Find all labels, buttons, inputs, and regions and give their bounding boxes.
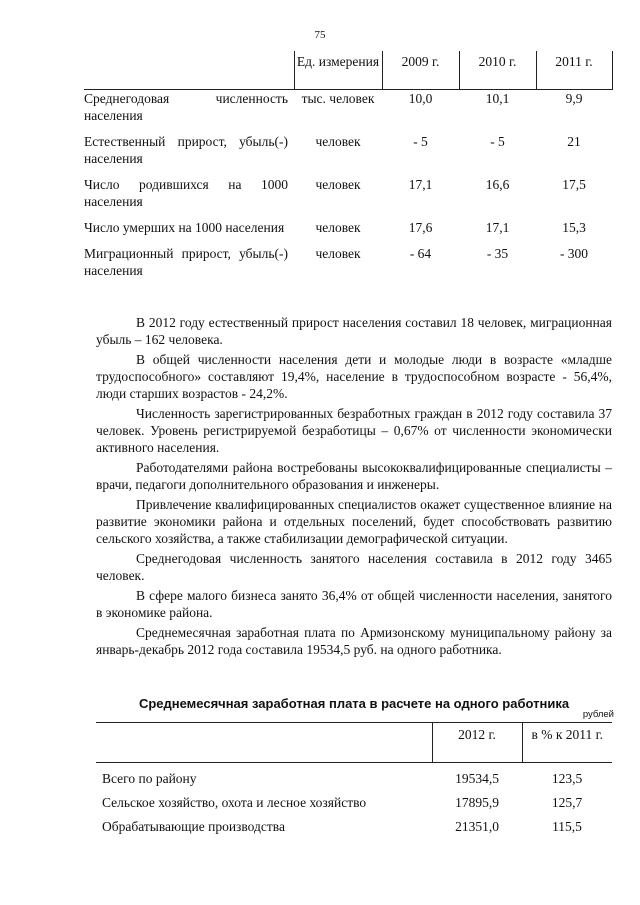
row-label: Миграционный прирост, убыль(-) населения	[84, 246, 288, 278]
table-row	[96, 787, 612, 811]
row-label: Обрабатывающие производства	[102, 819, 285, 834]
header-percent-2011: в % к 2011 г.	[522, 723, 612, 763]
row-label: Число родившихся на 1000 населения	[84, 177, 288, 209]
paragraph: В сфере малого бизнеса занято 36,4% от общей численности населения, занятого в экономике района.	[96, 588, 612, 620]
value-percent: 115,5	[552, 819, 582, 834]
row-unit: человек	[315, 134, 361, 149]
header-2011: 2011 г.	[536, 51, 612, 90]
value-2011: 9,9	[565, 91, 583, 106]
table-row	[84, 219, 612, 245]
table-row	[84, 176, 612, 219]
value-2011: - 300	[559, 246, 589, 261]
paragraph: Работодателями района востребованы высококвалифицированные специалисты – врачи, педагоги дополнительного образования и инженеры.	[96, 460, 612, 492]
salary-table-unit: рублей	[582, 709, 614, 720]
row-unit: человек	[315, 177, 361, 192]
body-text	[96, 314, 612, 661]
header-cell-empty	[84, 51, 294, 90]
value-2010: 17,1	[485, 220, 510, 235]
header-cell-empty	[96, 723, 432, 763]
row-unit: человек	[315, 246, 361, 261]
row-label: Всего по району	[102, 771, 197, 786]
row-unit: тыс. человек	[301, 91, 375, 106]
value-2010: - 5	[490, 134, 505, 149]
value-2010: - 35	[486, 246, 509, 261]
value-2010: 10,1	[485, 91, 510, 106]
paragraph: Численность зарегистрированных безработных граждан в 2012 году составила 37 человек. Уровень регистрируемой безработицы – 0,67% от численности экономически активного населения.	[96, 406, 612, 455]
table-row	[96, 811, 612, 835]
paragraph: Привлечение квалифицированных специалистов окажет существенное влияние на развитие экономики района и отдельных поселений, будет способствовать развитию сельского хозяйства, а также стабилизации демографической ситуации.	[96, 497, 612, 546]
table-row	[84, 245, 612, 288]
table-row	[96, 763, 612, 788]
value-percent: 123,5	[551, 771, 583, 786]
value-2009: 17,1	[408, 177, 433, 192]
row-unit: человек	[315, 220, 361, 235]
table-row	[84, 133, 612, 176]
table-row	[84, 90, 612, 134]
value-2011: 21	[567, 134, 581, 149]
paragraph: Среднегодовая численность занятого населения составила в 2012 году 3465 человек.	[96, 551, 612, 583]
value-percent: 125,7	[551, 795, 583, 810]
row-label: Среднегодовая численность населения	[84, 91, 288, 123]
table-header-row	[84, 51, 612, 90]
row-label: Число умерших на 1000 населения	[84, 220, 285, 235]
demographics-table	[84, 51, 613, 288]
value-2012: 17895,9	[455, 795, 499, 810]
value-2009: 10,0	[408, 91, 433, 106]
value-2011: 15,3	[562, 220, 586, 235]
header-2012: 2012 г.	[432, 723, 522, 763]
value-2012: 19534,5	[455, 771, 499, 786]
header-2009: 2009 г.	[382, 51, 459, 90]
value-2012: 21351,0	[455, 819, 499, 834]
paragraph: В 2012 году естественный прирост населения составил 18 человек, миграционная убыль – 162 человека.	[96, 315, 612, 347]
row-label: Естественный прирост, убыль(-) населения	[84, 134, 288, 166]
header-unit: Ед. измерения	[294, 51, 382, 90]
row-label: Сельское хозяйство, охота и лесное хозяйство	[102, 795, 367, 810]
salary-table-title: Среднемесячная заработная плата в расчете на одного работника	[138, 696, 570, 711]
paragraph: В общей численности населения дети и молодые люди в возрасте «младше трудоспособного» составляют 19,4%, население в трудоспособном возрасте - 56,4%, люди старших возрастов - 24,2%.	[96, 352, 612, 401]
header-2010: 2010 г.	[459, 51, 536, 90]
table-header-row	[96, 723, 612, 763]
value-2011: 17,5	[562, 177, 586, 192]
salary-table	[96, 722, 612, 835]
value-2009: - 5	[413, 134, 428, 149]
value-2009: 17,6	[408, 220, 433, 235]
paragraph: Среднемесячная заработная плата по Армизонскому муниципальному району за январь-декабрь 2012 года составила 19534,5 руб. на одного работника.	[96, 625, 612, 657]
value-2010: 16,6	[485, 177, 510, 192]
value-2009: - 64	[409, 246, 432, 261]
page-number: 75	[314, 29, 326, 41]
